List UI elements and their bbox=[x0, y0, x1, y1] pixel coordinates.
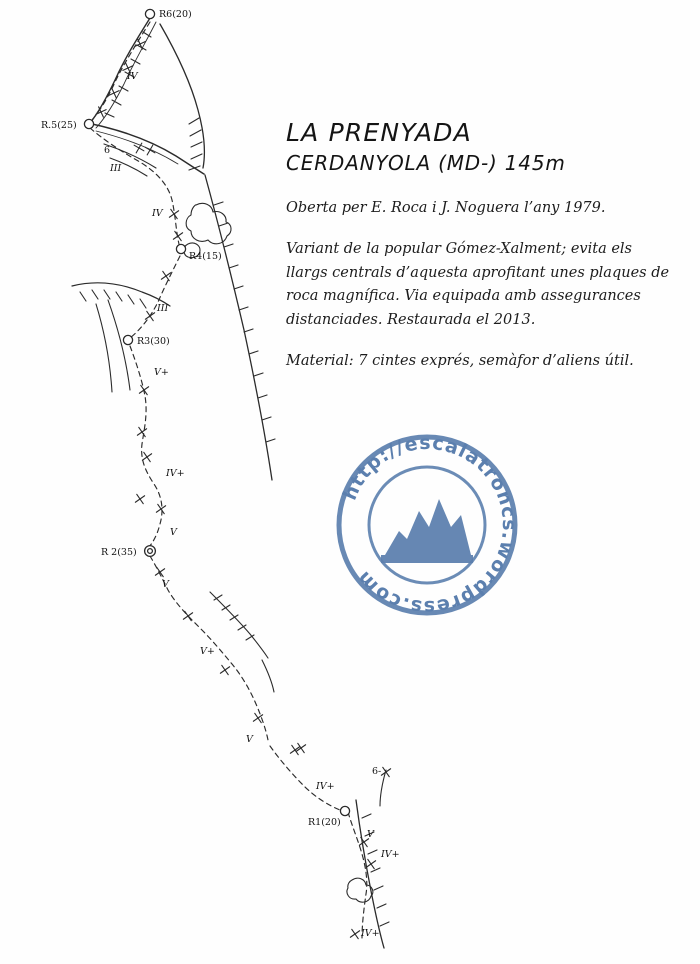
route-info-panel bbox=[286, 118, 678, 374]
belay-label-r3: R3(30) bbox=[137, 336, 170, 347]
grade-label: IV+ bbox=[361, 928, 380, 939]
website-stamp bbox=[329, 427, 525, 623]
route-subtitle: CERDANYOLA (MD-) 145m bbox=[286, 151, 566, 175]
grade-label: V bbox=[367, 829, 374, 840]
page-title: LA PRENYADA bbox=[286, 118, 472, 147]
grade-label: V+ bbox=[200, 646, 215, 657]
belay-ring-r2 bbox=[145, 546, 156, 557]
grade-label: IV+ bbox=[166, 468, 185, 479]
grade-label: V bbox=[162, 579, 169, 590]
belay-ring-r6 bbox=[145, 9, 154, 18]
grade-label: IV bbox=[152, 208, 163, 219]
belay-label-r4: R4(15) bbox=[189, 251, 222, 262]
belay-ring-r1 bbox=[340, 806, 349, 815]
ledge-note: 6 bbox=[104, 145, 111, 156]
grade-label: V+ bbox=[154, 367, 169, 378]
belay-ring-r4 bbox=[176, 244, 185, 253]
grade-label: III bbox=[110, 163, 122, 174]
belay-ring-r5 bbox=[84, 119, 93, 128]
belay-label-r2: R 2(35) bbox=[101, 547, 137, 558]
belay-label-r1: R1(20) bbox=[308, 817, 341, 828]
grade-label: III bbox=[157, 303, 169, 314]
grade-label: V bbox=[246, 734, 253, 745]
belay-label-r5: R.5(25) bbox=[41, 120, 77, 131]
belay-label-r6: R6(20) bbox=[159, 9, 192, 20]
stamp-text: http://escalatroncs.wordpress.com bbox=[338, 431, 521, 619]
belay-ring-r3 bbox=[123, 335, 132, 344]
description-text: Variant de la popular Gómez-Xalment; evita els llargs centrals d’aquesta aprofitant unes plaques de roca magnífica. Via equipada amb assegurances distanciades. Restaurada el 2013. bbox=[286, 241, 670, 328]
grade-label: IV+ bbox=[381, 849, 400, 860]
grade-label: IV bbox=[127, 71, 138, 82]
first-ascent-text: Oberta per E. Roca i J. Noguera l’any 1979. bbox=[286, 200, 606, 216]
svg-text:http://escalatroncs.wordpress. bbox=[339, 432, 520, 618]
grade-label: V bbox=[170, 527, 177, 538]
grade-label: IV+ bbox=[316, 781, 335, 792]
material-text: Material: 7 cintes exprés, semàfor d’aliens útil. bbox=[286, 353, 634, 370]
anchor-note: 6- bbox=[372, 766, 382, 777]
